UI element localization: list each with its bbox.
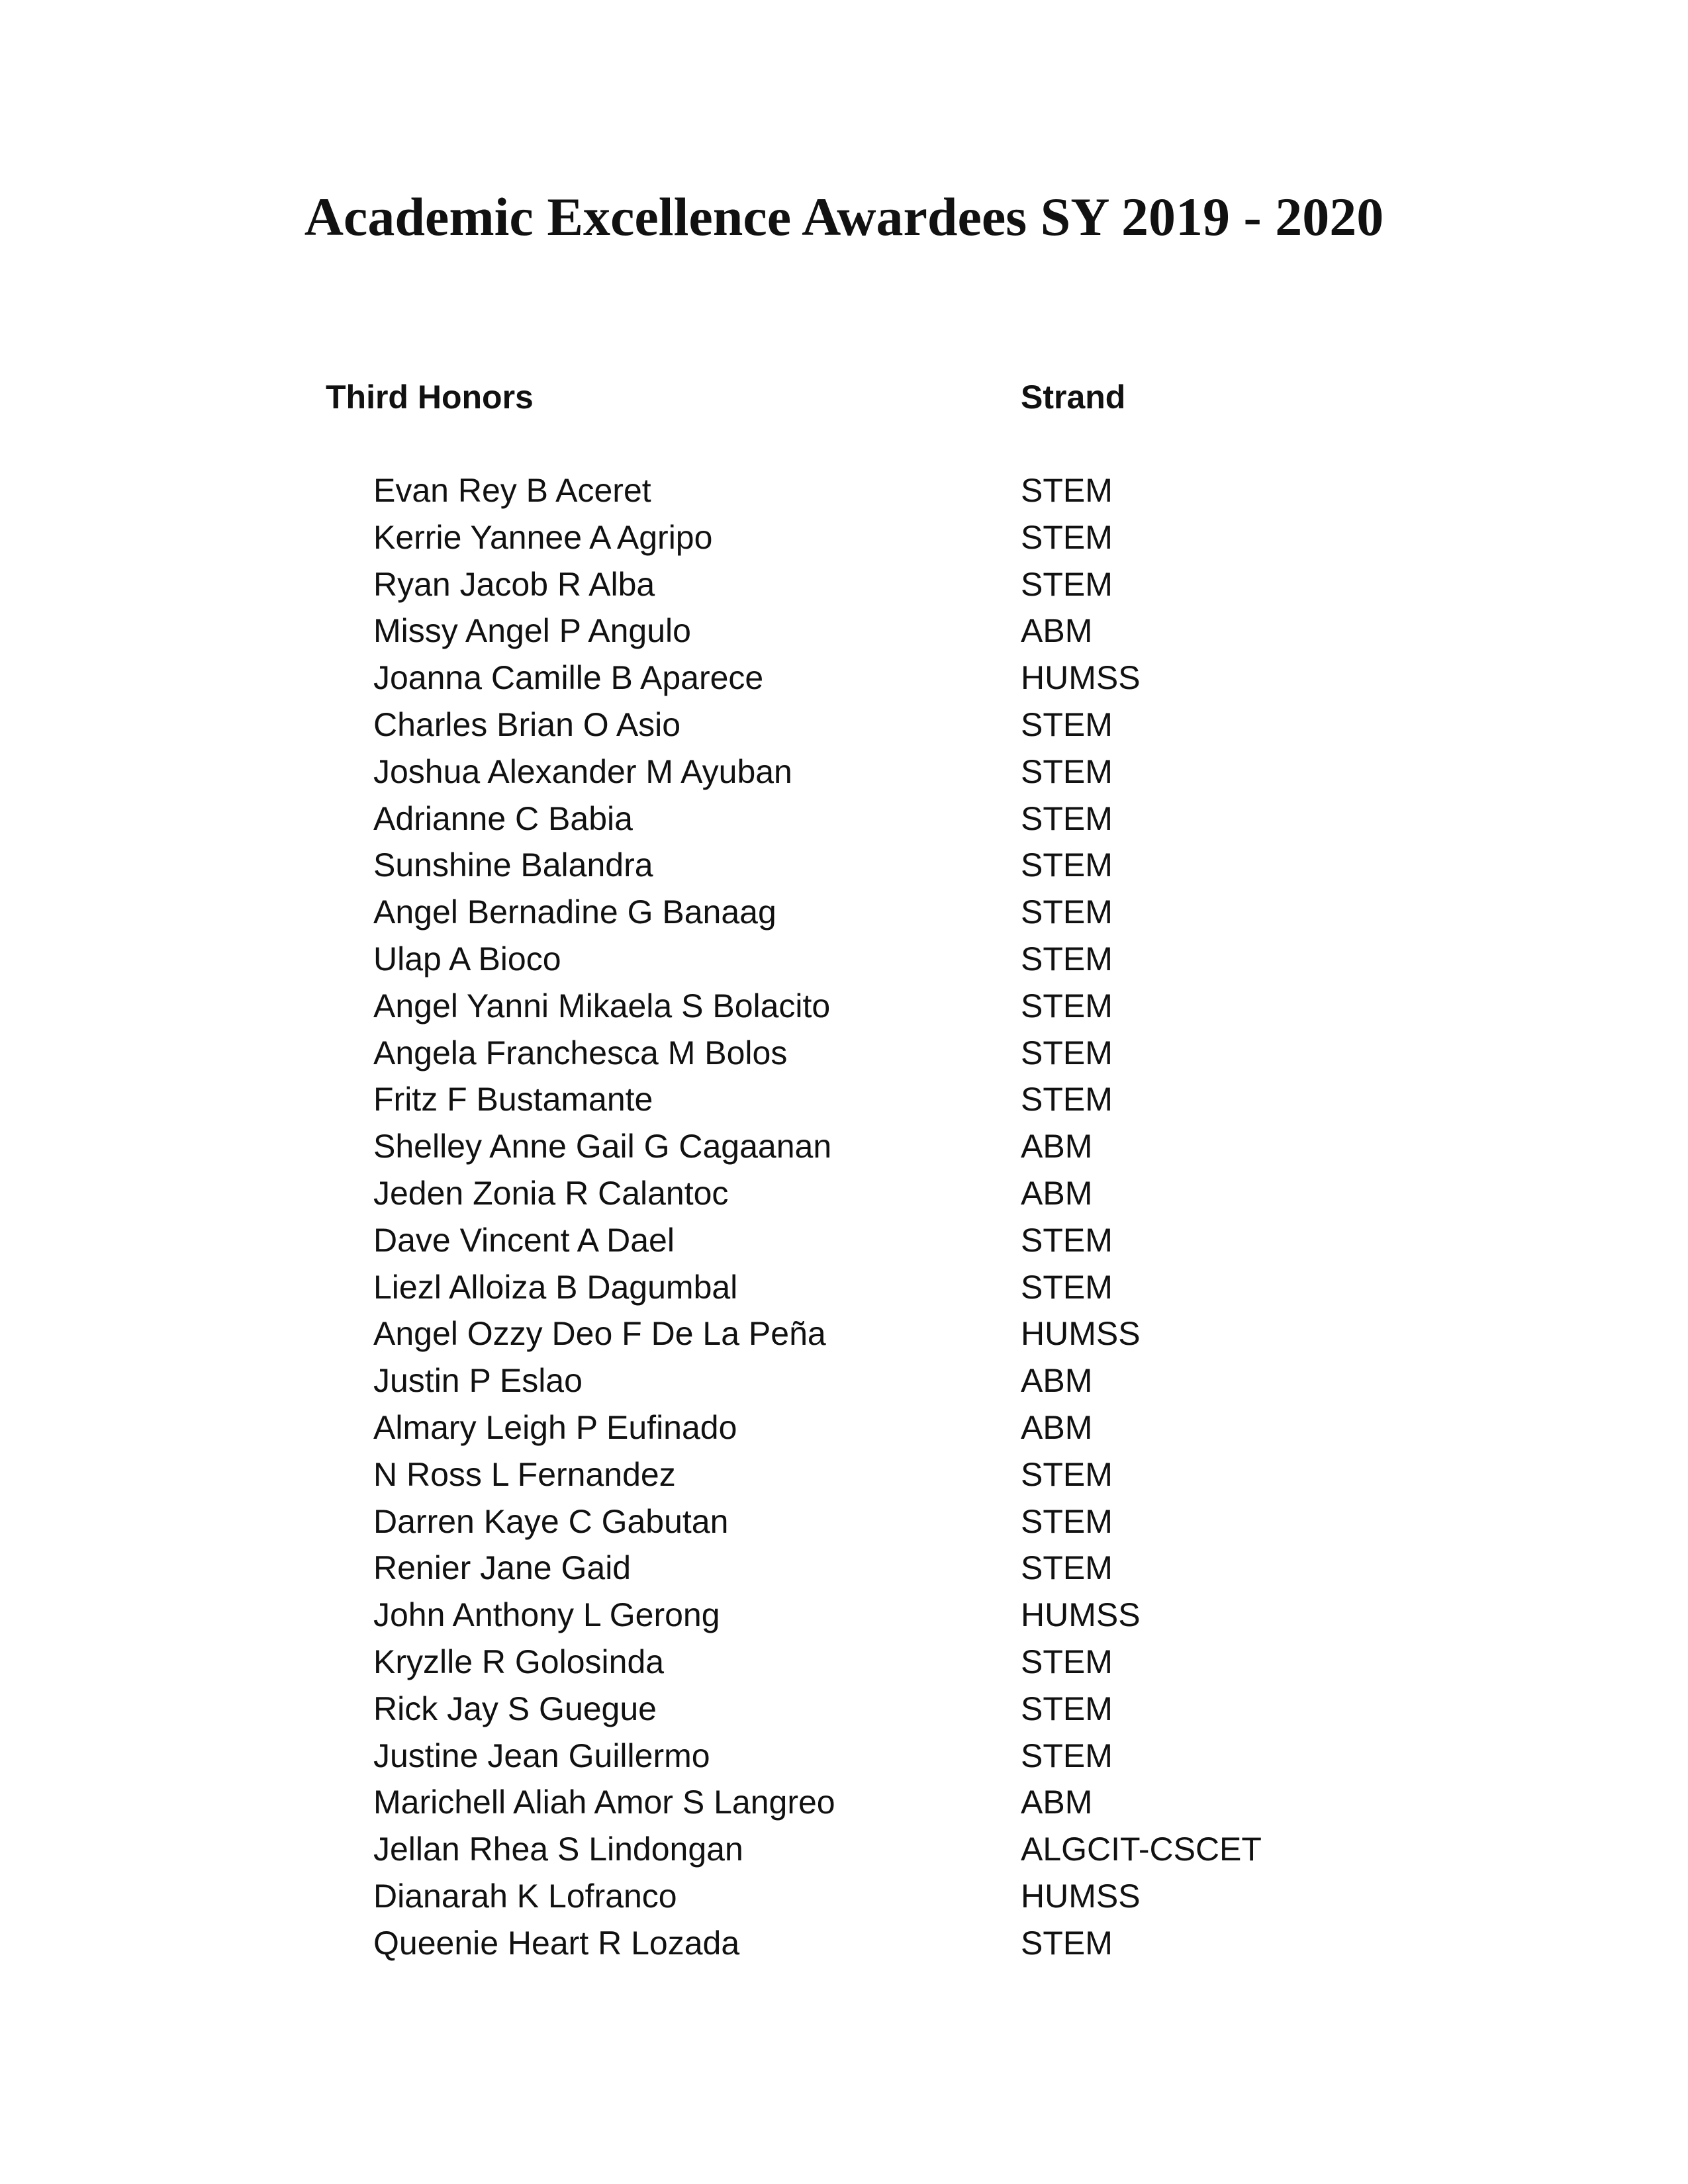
awardee-row: [0, 1123, 1688, 1170]
awardee-strand: STEM: [1021, 1643, 1113, 1680]
awardee-row: [0, 889, 1688, 936]
awardee-name: Dave Vincent A Dael: [373, 1221, 675, 1259]
awardee-list: [0, 467, 1688, 1967]
awardee-row: [0, 796, 1688, 842]
page-title: Academic Excellence Awardees SY 2019 - 2020: [304, 187, 1384, 247]
awardee-row: [0, 1357, 1688, 1404]
awardee-row: [0, 1498, 1688, 1545]
awardee-name: Marichell Aliah Amor S Langreo: [373, 1784, 835, 1821]
awardee-name: Angel Bernadine G Banaag: [373, 893, 776, 931]
awardee-name: Evan Rey B Aceret: [373, 472, 651, 509]
awardee-strand: STEM: [1021, 799, 1113, 837]
awardee-name: Angel Yanni Mikaela S Bolacito: [373, 987, 831, 1024]
awardee-strand: STEM: [1021, 705, 1113, 743]
awardee-name: Kerrie Yannee A Agripo: [373, 518, 713, 556]
awardee-row: [0, 608, 1688, 655]
awardee-row: [0, 1264, 1688, 1311]
awardee-row: [0, 1873, 1688, 1920]
awardee-name: Rick Jay S Guegue: [373, 1690, 657, 1727]
awardee-name: Adrianne C Babia: [373, 799, 633, 837]
awardee-row: [0, 1733, 1688, 1780]
awardee-strand: ABM: [1021, 1362, 1093, 1400]
awardee-row: [0, 1217, 1688, 1264]
awardee-strand: STEM: [1021, 1924, 1113, 1962]
awardee-strand: STEM: [1021, 1221, 1113, 1259]
awardee-name: Justine Jean Guillermo: [373, 1737, 710, 1774]
awardee-strand: STEM: [1021, 565, 1113, 603]
awardee-row: [0, 1592, 1688, 1639]
awardee-strand: STEM: [1021, 1549, 1113, 1587]
awardee-row: [0, 702, 1688, 749]
awardee-row: [0, 1545, 1688, 1592]
awardee-name: N Ross L Fernandez: [373, 1455, 676, 1493]
awardee-name: Angela Franchesca M Bolos: [373, 1034, 788, 1071]
awardee-row: [0, 1686, 1688, 1733]
awardee-strand: STEM: [1021, 1034, 1113, 1071]
awardee-row: [0, 1030, 1688, 1077]
awardee-strand: ABM: [1021, 1408, 1093, 1446]
awardee-strand: ABM: [1021, 1784, 1093, 1821]
awardee-row: [0, 1076, 1688, 1123]
awardee-name: Dianarah K Lofranco: [373, 1877, 677, 1915]
awardee-strand: STEM: [1021, 987, 1113, 1024]
awardee-strand: ABM: [1021, 1174, 1093, 1212]
awardee-strand: STEM: [1021, 1268, 1113, 1306]
awardee-row: [0, 1639, 1688, 1686]
awardee-row: [0, 936, 1688, 983]
awardee-name: Jellan Rhea S Lindongan: [373, 1831, 743, 1868]
awardee-name: Shelley Anne Gail G Cagaanan: [373, 1128, 832, 1165]
awardee-row: [0, 1404, 1688, 1451]
awardee-name: Fritz F Bustamante: [373, 1081, 653, 1118]
awardee-strand: STEM: [1021, 1690, 1113, 1727]
awardee-name: Kryzlle R Golosinda: [373, 1643, 665, 1680]
awardee-strand: STEM: [1021, 1455, 1113, 1493]
awardee-strand: STEM: [1021, 1502, 1113, 1540]
awardee-row: [0, 1920, 1688, 1967]
awardee-row: [0, 983, 1688, 1030]
awardee-name: Joshua Alexander M Ayuban: [373, 752, 792, 790]
awardee-name: Ryan Jacob R Alba: [373, 565, 655, 603]
awardee-name: Missy Angel P Angulo: [373, 612, 691, 650]
awardee-name: Sunshine Balandra: [373, 846, 653, 884]
awardee-row: [0, 1451, 1688, 1498]
awardee-name: Almary Leigh P Eufinado: [373, 1408, 737, 1446]
awardee-strand: STEM: [1021, 752, 1113, 790]
awardee-name: Ulap A Bioco: [373, 940, 561, 978]
awardee-name: Angel Ozzy Deo F De La Peña: [373, 1315, 826, 1353]
column-header-third-honors: Third Honors: [326, 379, 534, 416]
awardee-name: Joanna Camille B Aparece: [373, 659, 764, 697]
awardee-name: John Anthony L Gerong: [373, 1596, 720, 1634]
awardee-row: [0, 842, 1688, 889]
awardee-row: [0, 561, 1688, 608]
awardee-row: [0, 1310, 1688, 1357]
awardee-strand: HUMSS: [1021, 659, 1141, 697]
awardee-row: [0, 467, 1688, 514]
awardee-row: [0, 1170, 1688, 1217]
awardee-name: Renier Jane Gaid: [373, 1549, 632, 1587]
awardee-strand: STEM: [1021, 518, 1113, 556]
awardee-strand: STEM: [1021, 1081, 1113, 1118]
awardee-strand: HUMSS: [1021, 1877, 1141, 1915]
awardee-strand: HUMSS: [1021, 1596, 1141, 1634]
awardee-strand: STEM: [1021, 893, 1113, 931]
awardee-strand: STEM: [1021, 472, 1113, 509]
awardee-name: Liezl Alloiza B Dagumbal: [373, 1268, 738, 1306]
awardee-strand: ABM: [1021, 612, 1093, 650]
awardee-name: Justin P Eslao: [373, 1362, 583, 1400]
awardee-row: [0, 655, 1688, 702]
awardee-name: Charles Brian O Asio: [373, 705, 681, 743]
awardee-name: Darren Kaye C Gabutan: [373, 1502, 729, 1540]
awardee-strand: ALGCIT-CSCET: [1021, 1831, 1262, 1868]
awardee-strand: ABM: [1021, 1128, 1093, 1165]
awardee-row: [0, 1779, 1688, 1826]
awardee-row: [0, 1826, 1688, 1873]
awardee-row: [0, 514, 1688, 561]
column-header-strand: Strand: [1021, 379, 1126, 416]
awardee-name: Jeden Zonia R Calantoc: [373, 1174, 729, 1212]
awardee-strand: STEM: [1021, 940, 1113, 978]
awardee-strand: STEM: [1021, 846, 1113, 884]
awardee-strand: STEM: [1021, 1737, 1113, 1774]
awardee-row: [0, 749, 1688, 796]
awardee-name: Queenie Heart R Lozada: [373, 1924, 740, 1962]
awardee-strand: HUMSS: [1021, 1315, 1141, 1353]
